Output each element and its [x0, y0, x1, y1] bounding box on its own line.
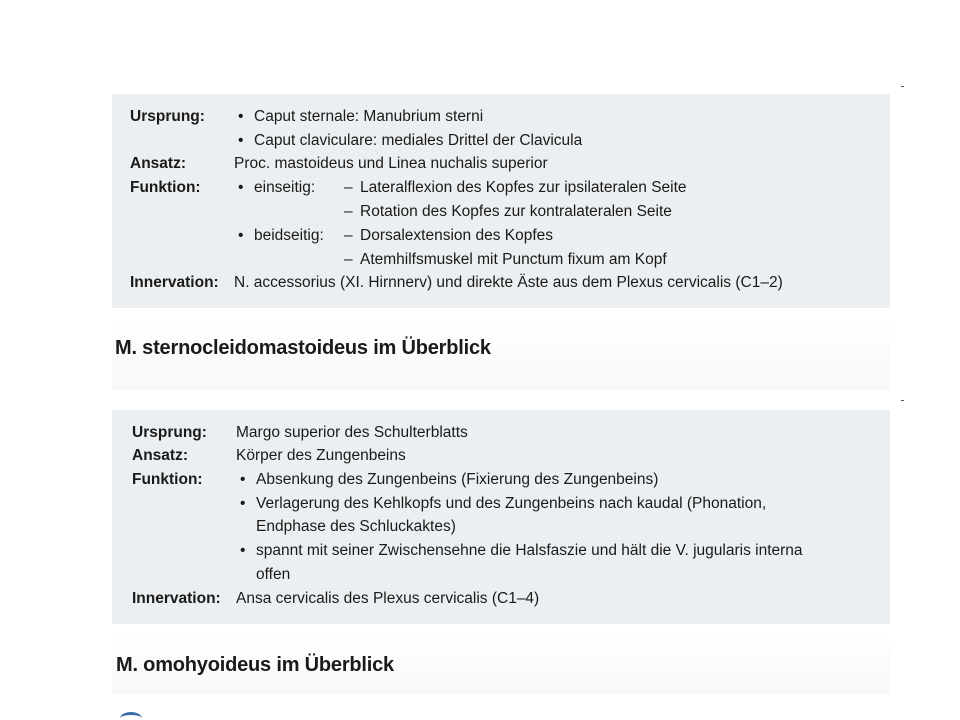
origin-text: Margo superior des Schulterblatts: [236, 424, 468, 441]
corner-mark-1: [901, 86, 904, 87]
origin-item: Caput sternale: Manubrium sterni: [254, 108, 484, 125]
bullet: •: [240, 542, 246, 559]
function-item: Dorsalextension des Kopfes: [360, 227, 554, 244]
origin-item: Caput claviculare: mediales Drittel der Clavicula: [254, 132, 583, 149]
insertion-label: Ansatz:: [132, 447, 188, 464]
decorative-arc: [120, 712, 142, 720]
bullet: •: [238, 179, 244, 196]
function-item: Lateralflexion des Kopfes zur ipsilateralen Seite: [360, 179, 687, 196]
innervation-label: Innervation:: [132, 590, 221, 607]
origin-label: Ursprung:: [130, 108, 205, 125]
function-label: Funktion:: [132, 471, 203, 488]
insertion-text: Proc. mastoideus und Linea nuchalis superior: [234, 155, 548, 172]
function-item: spannt mit seiner Zwischensehne die Halsfaszie und hält die V. jugularis interna: [256, 542, 803, 559]
dash: –: [344, 227, 353, 244]
function-group-label: beidseitig:: [254, 227, 324, 244]
function-item: Absenkung des Zungenbeins (Fixierung des Zungenbeins): [256, 471, 659, 488]
bullet: •: [240, 495, 246, 512]
bullet: •: [238, 132, 244, 149]
function-item: Atemhilfsmuskel mit Punctum fixum am Kopf: [360, 251, 667, 268]
function-item-continued: offen: [256, 566, 291, 583]
innervation-text: N. accessorius (XI. Hirnnerv) und direkte Äste aus dem Plexus cervicalis (C1–2): [234, 274, 783, 291]
dash: –: [344, 251, 353, 268]
bullet: •: [240, 471, 246, 488]
dash: –: [344, 179, 353, 196]
omohyoideus-info-box: [112, 410, 890, 624]
function-group-label: einseitig:: [254, 179, 316, 196]
caption-sternocleidomastoideus: M. sternocleidomastoideus im Überblick: [115, 337, 491, 359]
function-item: Verlagerung des Kehlkopfs und des Zungenbeins nach kaudal (Phonation,: [256, 495, 767, 512]
corner-mark-2: [901, 400, 904, 401]
insertion-label: Ansatz:: [130, 155, 186, 172]
function-item-continued: Endphase des Schluckaktes): [256, 518, 456, 535]
bullet: •: [238, 227, 244, 244]
origin-label: Ursprung:: [132, 424, 207, 441]
insertion-text: Körper des Zungenbeins: [236, 447, 406, 464]
sternocleidomastoideus-info-box: [112, 94, 890, 308]
function-item: Rotation des Kopfes zur kontralateralen Seite: [360, 203, 672, 220]
innervation-label: Innervation:: [130, 274, 219, 291]
dash: –: [344, 203, 353, 220]
innervation-text: Ansa cervicalis des Plexus cervicalis (C1–4): [236, 590, 540, 607]
bullet: •: [238, 108, 244, 125]
function-label: Funktion:: [130, 179, 201, 196]
caption-omohyoideus: M. omohyoideus im Überblick: [116, 654, 394, 676]
